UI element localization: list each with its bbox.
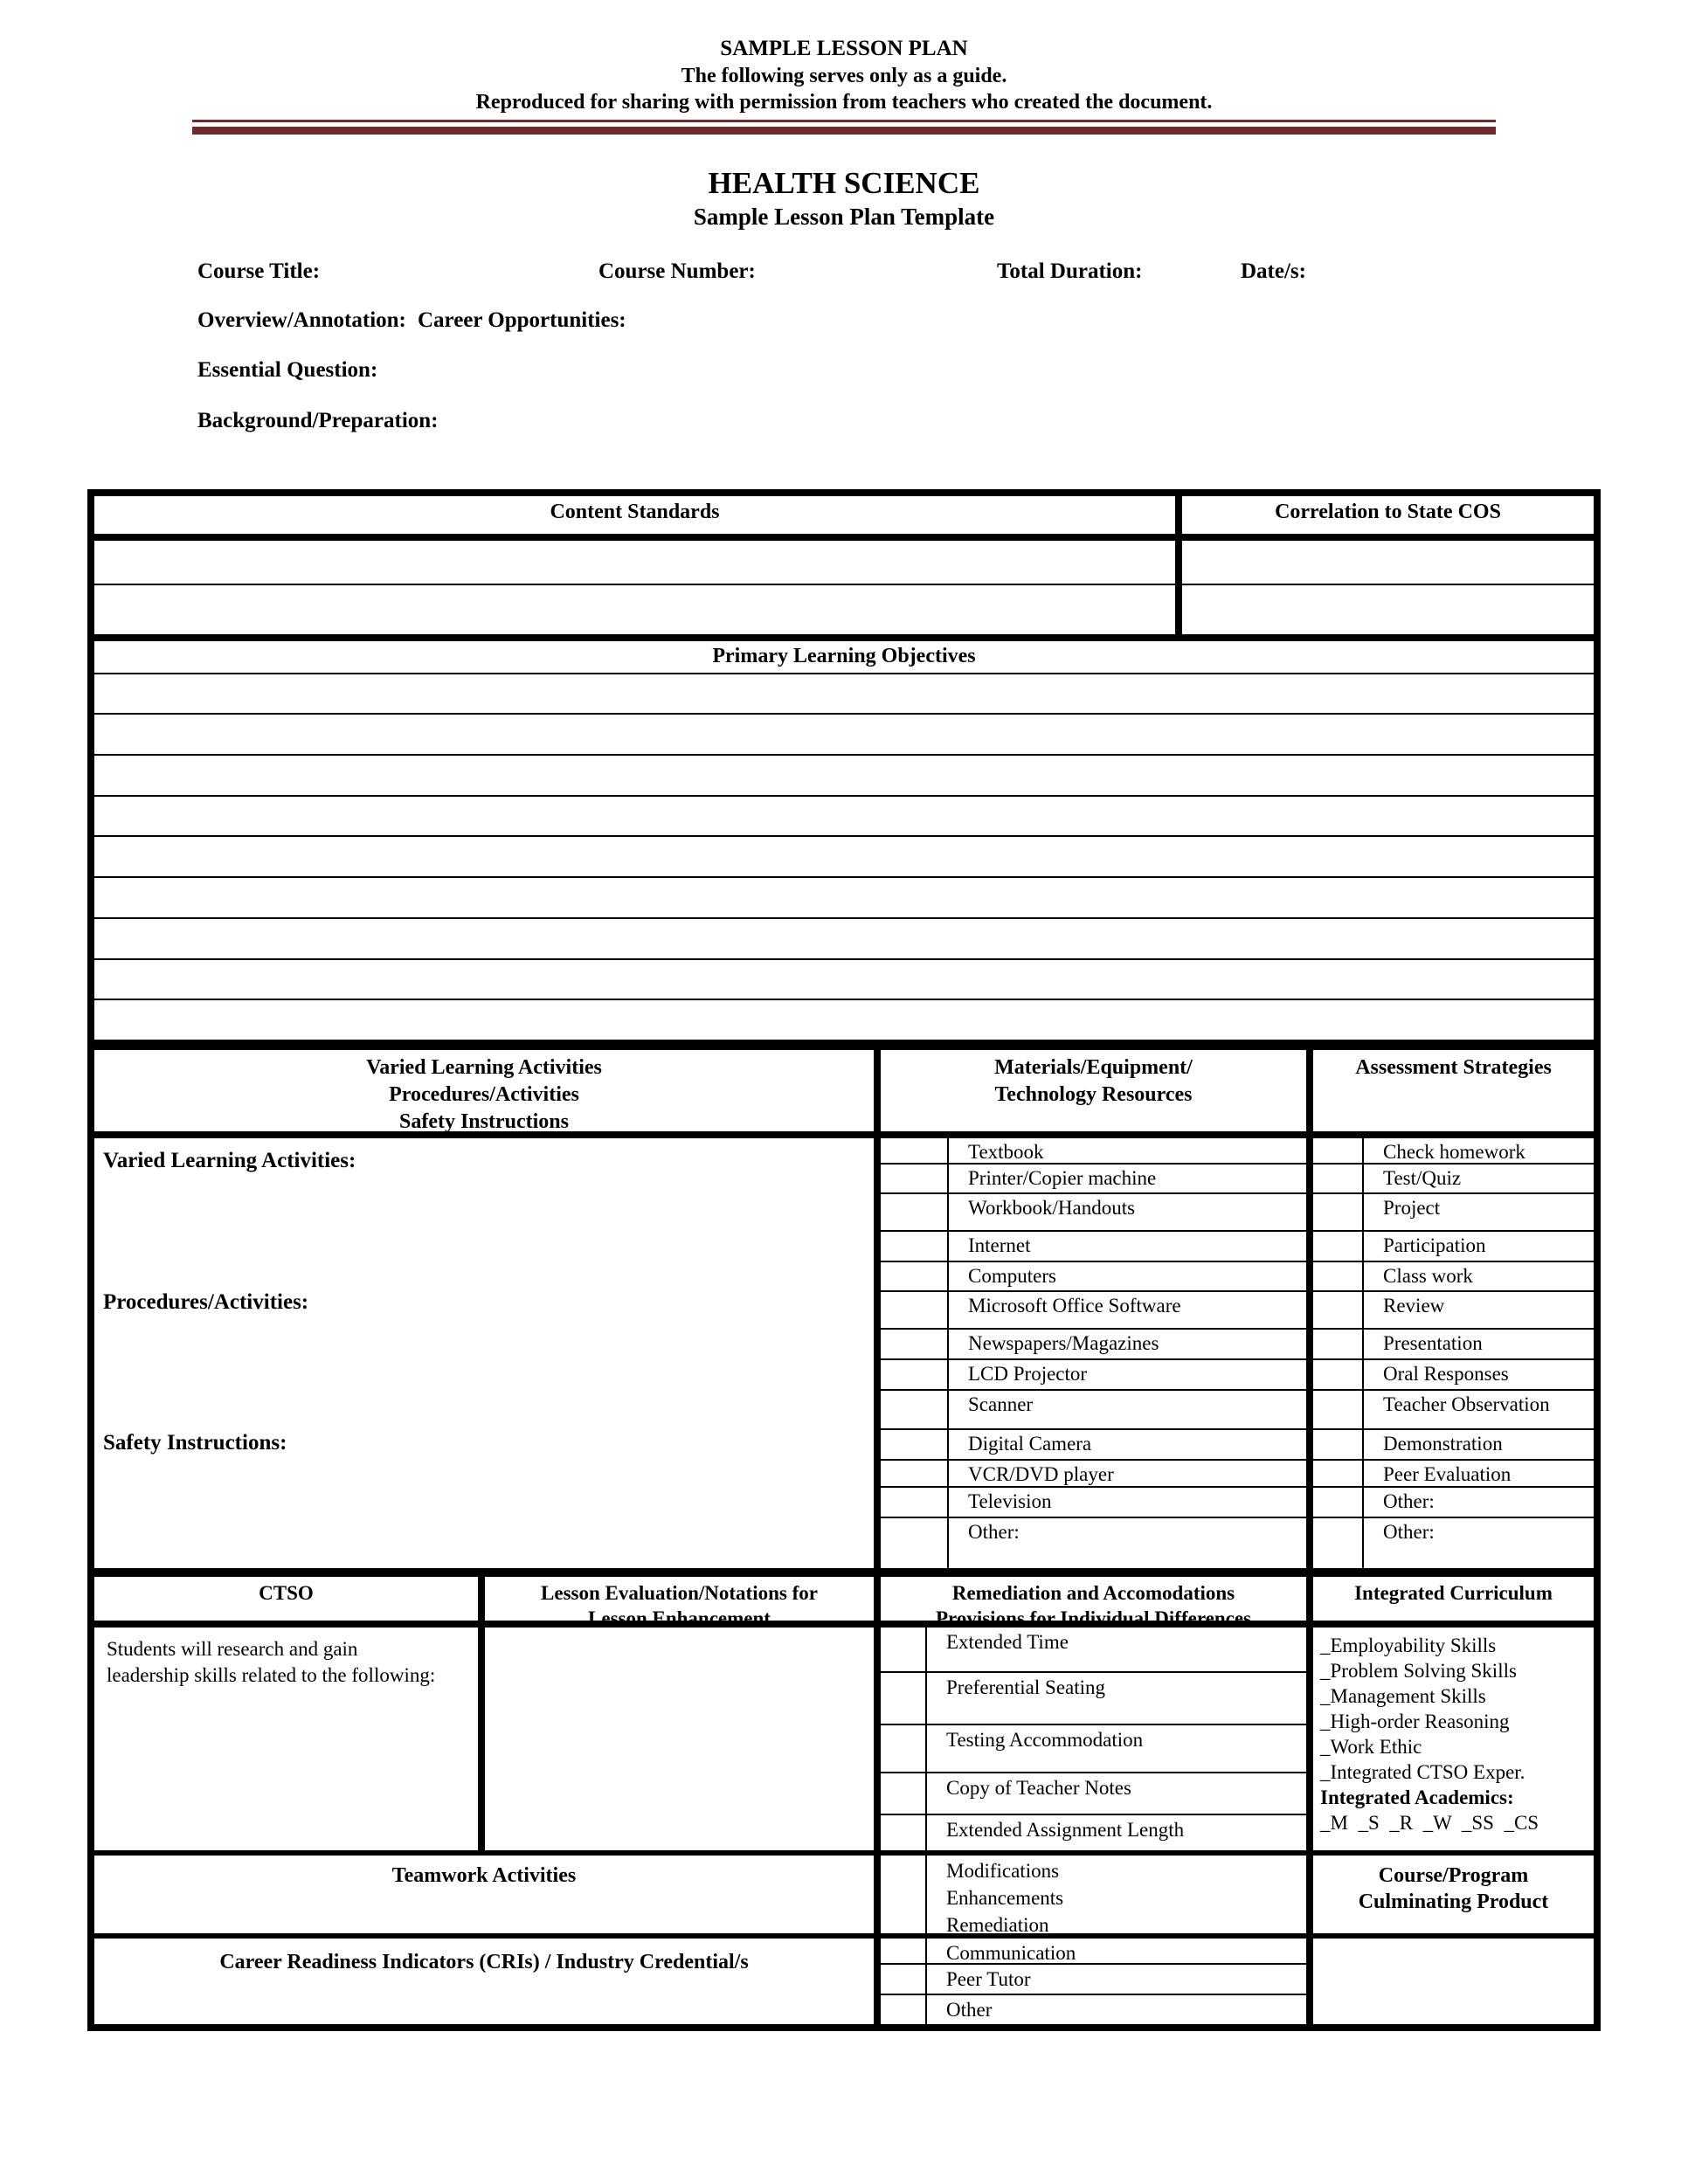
column-divider: [1306, 1138, 1313, 1568]
content-standards-header: Content Standards: [94, 496, 1175, 541]
page-title: HEALTH SCIENCE: [708, 166, 980, 200]
assessment-row: Test/Quiz: [1313, 1165, 1594, 1194]
objective-empty-row: [94, 756, 1594, 797]
course-program-empty-cell: [1313, 1933, 1594, 2024]
materials-row: LCD Projector: [881, 1360, 1306, 1391]
remediation-row: Preferential Seating: [881, 1673, 1306, 1725]
essential-question-label: Essential Question:: [197, 358, 378, 382]
materials-row: Printer/Copier machine: [881, 1165, 1306, 1194]
column-divider: [478, 1577, 485, 1621]
assessment-row: Peer Evaluation: [1313, 1461, 1594, 1488]
materials-row: Microsoft Office Software: [881, 1292, 1306, 1330]
objective-empty-row: [94, 674, 1594, 715]
course-title-label: Course Title:: [197, 259, 321, 283]
page-subtitle: Sample Lesson Plan Template: [693, 204, 995, 230]
lesson-evaluation-empty-cell: [485, 1628, 874, 1850]
modifications-row: Modifications Enhancements Remediation: [881, 1850, 1306, 1933]
checkbox-cell: [881, 1628, 927, 1671]
content-standards-empty-row: [94, 541, 1175, 585]
assessment-row: Oral Responses: [1313, 1360, 1594, 1391]
materials-row: Digital Camera: [881, 1430, 1306, 1461]
assessment-row: Participation: [1313, 1232, 1594, 1262]
column-divider: [874, 1577, 881, 1621]
materials-row: Newspapers/Magazines: [881, 1330, 1306, 1360]
materials-row: Scanner: [881, 1391, 1306, 1430]
content-standards-empty-row: [94, 585, 1175, 641]
ctso-content-cell: Students will research and gain leadership skills related to the following:: [107, 1638, 436, 1686]
total-duration-label: Total Duration:: [997, 259, 1143, 283]
column-divider: [1306, 1577, 1313, 1621]
assessment-row: Presentation: [1313, 1330, 1594, 1360]
checkbox-cell: [881, 1488, 949, 1517]
assessment-list: [1313, 1138, 1594, 1568]
assessment-row: Demonstration: [1313, 1430, 1594, 1461]
objective-empty-row: [94, 797, 1594, 838]
assessment-row: Other:: [1313, 1518, 1594, 1568]
maroon-divider-thick-bar: [192, 127, 1496, 135]
assessment-row: Check homework: [1313, 1138, 1594, 1165]
objective-empty-row: [94, 919, 1594, 960]
content-standards-table: [87, 489, 1601, 1041]
column-divider: [874, 1138, 881, 1568]
varied-learning-activities-label: Varied Learning Activities:: [103, 1149, 356, 1172]
integrated-curriculum-list: _Employability Skills _Problem Solving Skills _Management Skills _High-order Reasoning _Work Ethic _Integrated CTSO Exper. Integrated Academics: _M _S _R _W _SS _CS: [1313, 1628, 1594, 1850]
correlation-empty-row: [1182, 541, 1594, 585]
checkbox-cell: [881, 1165, 949, 1192]
checkbox-cell: [881, 1292, 949, 1328]
remediation-header: Remediation and Accomodations Provisions for Individual Differences: [936, 1582, 1251, 1629]
objective-empty-row: [94, 837, 1594, 878]
ctso-remediation-table: [87, 1568, 1601, 2031]
remediation-row: Extended Assignment Length: [881, 1815, 1306, 1850]
objective-empty-row: [94, 715, 1594, 756]
assessment-row: Teacher Observation: [1313, 1391, 1594, 1430]
checkbox-cell: [1313, 1292, 1364, 1328]
career-opportunities-label: Career Opportunities:: [418, 308, 626, 332]
column-divider: [1306, 1050, 1313, 1131]
checkbox-cell: [881, 1995, 927, 2024]
materials-row: Internet: [881, 1232, 1306, 1262]
checkbox-cell: [1313, 1461, 1364, 1486]
checkbox-cell: [881, 1461, 949, 1486]
checkbox-cell: [881, 1360, 949, 1389]
column-divider: [478, 1628, 485, 1850]
checkbox-cell: [881, 1965, 927, 1994]
materials-row: Textbook: [881, 1138, 1306, 1165]
checkbox-cell: [1313, 1194, 1364, 1230]
remediation-row: Testing Accommodation: [881, 1725, 1306, 1773]
remediation-row: Communication: [881, 1933, 1306, 1963]
checkbox-cell: [881, 1194, 949, 1230]
correlation-empty-row: [1182, 585, 1594, 641]
overview-annotation-label: Overview/Annotation:: [197, 308, 406, 332]
materials-row: VCR/DVD player: [881, 1461, 1306, 1488]
checkbox-cell: [881, 1232, 949, 1261]
teamwork-activities-header: Teamwork Activities: [94, 1850, 874, 1933]
career-readiness-header: Career Readiness Indicators (CRIs) / Industry Credential/s: [94, 1933, 874, 2024]
materials-row: Television: [881, 1488, 1306, 1518]
objective-empty-row: [94, 960, 1594, 1001]
assessment-strategies-header: Assessment Strategies: [1355, 1056, 1552, 1079]
checkbox-cell: [881, 1262, 949, 1290]
remediation-row: Extended Time: [881, 1628, 1306, 1673]
varied-activities-header: Varied Learning Activities Procedures/Activities Safety Instructions: [366, 1056, 602, 1133]
checkbox-cell: [1313, 1232, 1364, 1261]
remediation-row: Copy of Teacher Notes: [881, 1773, 1306, 1815]
notice-line-2: The following serves only as a guide.: [681, 65, 1007, 87]
procedures-activities-label: Procedures/Activities:: [103, 1290, 309, 1314]
checkbox-cell: [1313, 1488, 1364, 1517]
checkbox-cell: [881, 1725, 927, 1772]
checkbox-cell: [1313, 1262, 1364, 1290]
checkbox-cell: [1313, 1430, 1364, 1459]
lesson-evaluation-header: Lesson Evaluation/Notations for Lesson Enhancement: [541, 1582, 818, 1629]
checkbox-cell: [881, 1391, 949, 1428]
checkbox-cell: [1313, 1330, 1364, 1358]
checkbox-cell: [1313, 1360, 1364, 1389]
integrated-curriculum-header: Integrated Curriculum: [1354, 1582, 1553, 1604]
checkbox-cell: [881, 1815, 927, 1850]
checkbox-cell: [881, 1939, 927, 1963]
checkbox-cell: [881, 1856, 927, 1933]
assessment-row: Project: [1313, 1194, 1594, 1232]
remediation-row: Peer Tutor: [881, 1963, 1306, 1994]
integrated-academics-label: Integrated Academics:: [1320, 1787, 1514, 1808]
primary-learning-objectives-header: Primary Learning Objectives: [94, 641, 1594, 674]
notice-line-3: Reproduced for sharing with permission from teachers who created the document.: [475, 91, 1213, 114]
checkbox-cell: [881, 1518, 949, 1568]
notice-block: [192, 35, 1496, 115]
column-divider: [1175, 496, 1182, 641]
checkbox-cell: [881, 1773, 927, 1814]
materials-list: [881, 1138, 1306, 1568]
remediation-list: [881, 1628, 1306, 2024]
objective-empty-row: [94, 878, 1594, 919]
course-program-header: Course/Program Culminating Product: [1313, 1850, 1594, 1933]
dates-label: Date/s:: [1241, 259, 1306, 283]
column-divider: [874, 1050, 881, 1131]
checkbox-cell: [1313, 1391, 1364, 1428]
checkbox-cell: [881, 1430, 949, 1459]
checkbox-cell: [1313, 1138, 1364, 1163]
remediation-row: Other: [881, 1994, 1306, 2024]
materials-equipment-header: Materials/Equipment/ Technology Resources: [994, 1056, 1193, 1106]
activities-materials-table: [87, 1041, 1601, 1568]
correlation-cos-header: Correlation to State COS: [1182, 496, 1594, 541]
course-number-label: Course Number:: [598, 259, 756, 283]
assessment-row: Review: [1313, 1292, 1594, 1330]
assessment-row: Other:: [1313, 1488, 1594, 1518]
checkbox-cell: [881, 1330, 949, 1358]
notice-line-1: SAMPLE LESSON PLAN: [720, 37, 968, 60]
checkbox-cell: [1313, 1518, 1364, 1568]
integrated-academics-codes: _M _S _R _W _SS _CS: [1320, 1812, 1539, 1834]
materials-row: Workbook/Handouts: [881, 1194, 1306, 1232]
column-divider: [1306, 1628, 1313, 2024]
background-preparation-label: Background/Preparation:: [197, 409, 439, 432]
checkbox-cell: [1313, 1165, 1364, 1192]
checkbox-cell: [881, 1138, 949, 1163]
materials-row: Computers: [881, 1262, 1306, 1292]
safety-instructions-label: Safety Instructions:: [103, 1431, 287, 1455]
materials-row: Other:: [881, 1518, 1306, 1568]
ctso-header: CTSO: [259, 1582, 314, 1604]
activities-notes-cell: [94, 1138, 874, 1568]
maroon-divider: [192, 120, 1496, 135]
checkbox-cell: [881, 1673, 927, 1724]
column-divider: [874, 1628, 881, 2024]
objective-empty-row: [94, 1000, 1594, 1041]
assessment-row: Class work: [1313, 1262, 1594, 1292]
